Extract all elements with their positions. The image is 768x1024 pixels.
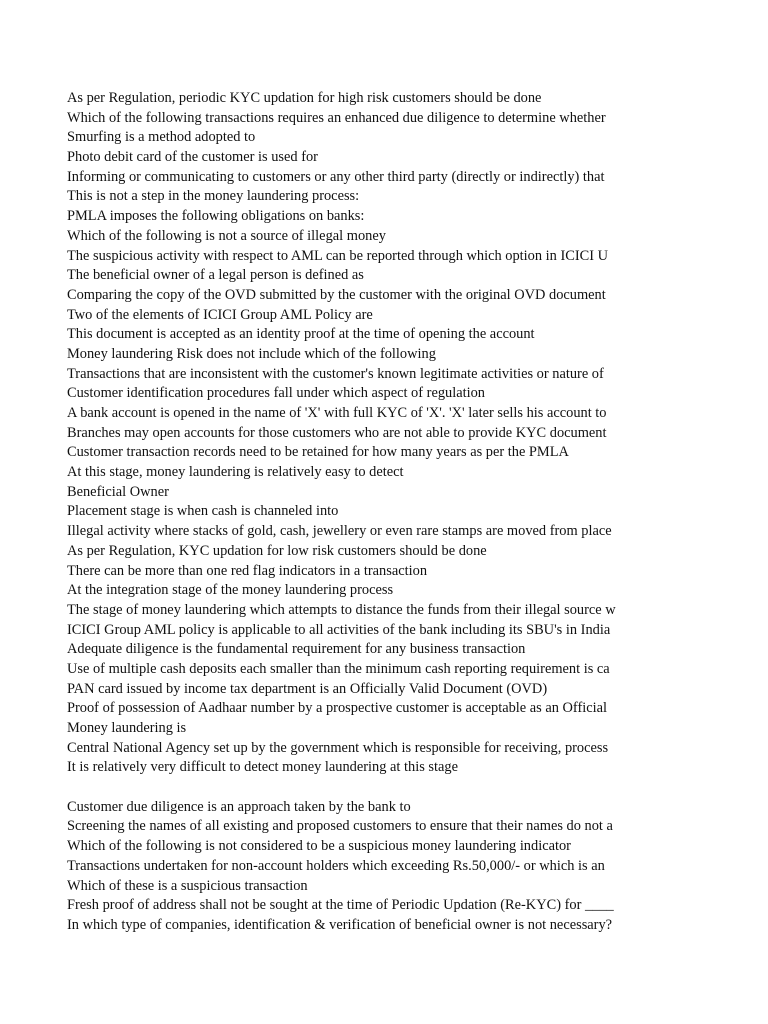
text-line: There can be more than one red flag indicators in a transaction — [67, 562, 428, 579]
text-line: Adequate diligence is the fundamental requirement for any business transaction — [67, 641, 526, 658]
text-line: Money laundering Risk does not include which of the following — [67, 345, 436, 362]
text-line: Which of the following is not a source of illegal money — [67, 227, 386, 244]
text-line: In which type of companies, identification & verification of beneficial owner is not necessary? — [67, 916, 613, 933]
text-line: Beneficial Owner — [67, 483, 169, 500]
text-line: Transactions undertaken for non-account holders which exceeding Rs.50,000/- or which is an — [67, 857, 605, 874]
text-line: This is not a step in the money laundering process: — [67, 188, 360, 205]
blank-line — [67, 778, 630, 798]
text-line: Customer due diligence is an approach taken by the bank to — [67, 798, 411, 815]
text-line: At the integration stage of the money laundering process — [67, 582, 394, 599]
text-line: Illegal activity where stacks of gold, cash, jewellery or even rare stamps are moved from place — [67, 523, 612, 540]
text-line: PAN card issued by income tax department is an Officially Valid Document (OVD) — [67, 680, 548, 697]
text-line: Which of these is a suspicious transaction — [67, 877, 308, 894]
question-list — [67, 89, 630, 936]
text-line: Placement stage is when cash is channeled into — [67, 503, 339, 520]
text-line: The suspicious activity with respect to AML can be reported through which option in ICICI U — [67, 247, 609, 264]
text-line: Customer identification procedures fall under which aspect of regulation — [67, 385, 485, 402]
text-line: Fresh proof of address shall not be sought at the time of Periodic Updation (Re-KYC) for ____ — [67, 897, 614, 914]
text-line: Branches may open accounts for those customers who are not able to provide KYC document — [67, 424, 607, 441]
text-line: Customer transaction records need to be retained for how many years as per the PMLA — [67, 444, 569, 461]
text-line: Two of the elements of ICICI Group AML Policy are — [67, 306, 373, 323]
text-line: Money laundering is — [67, 720, 187, 736]
text-line: Which of the following transactions requires an enhanced due diligence to determine whether — [67, 109, 606, 126]
text-line: Screening the names of all existing and proposed customers to ensure that their names do not a — [67, 818, 613, 835]
text-line: As per Regulation, KYC updation for low risk customers should be done — [67, 542, 487, 559]
text-line: Central National Agency set up by the government which is responsible for receiving, process — [67, 739, 609, 756]
text-line: Proof of possession of Aadhaar number by a prospective customer is acceptable as an Official — [67, 700, 608, 717]
text-line: Transactions that are inconsistent with the customer's known legitimate activities or nature of — [67, 365, 604, 382]
text-line: At this stage, money laundering is relatively easy to detect — [67, 464, 404, 481]
text-line: Smurfing is a method adopted to — [67, 129, 256, 146]
text-line: Comparing the copy of the OVD submitted by the customer with the original OVD document — [67, 286, 606, 303]
text-line: As per Regulation, periodic KYC updation for high risk customers should be done — [67, 90, 542, 106]
text-line: Which of the following is not considered to be a suspicious money laundering indicator — [67, 838, 571, 855]
text-line: This document is accepted as an identity proof at the time of opening the account — [67, 326, 535, 343]
text-line: Informing or communicating to customers or any other third party (directly or indirectly) that — [67, 168, 605, 185]
text-line: It is relatively very difficult to detect money laundering at this stage — [67, 759, 458, 776]
text-line: Photo debit card of the customer is used for — [67, 149, 318, 166]
text-line: The stage of money laundering which attempts to distance the funds from their illegal source w — [67, 601, 616, 618]
text-line: Use of multiple cash deposits each smaller than the minimum cash reporting requirement is ca — [67, 660, 610, 677]
text-line: The beneficial owner of a legal person is defined as — [67, 267, 364, 284]
text-line: A bank account is opened in the name of 'X' with full KYC of 'X'. 'X' later sells his account to — [67, 405, 607, 421]
text-line: ICICI Group AML policy is applicable to all activities of the bank including its SBU's in India — [67, 621, 611, 638]
text-line: PMLA imposes the following obligations on banks: — [67, 208, 365, 225]
